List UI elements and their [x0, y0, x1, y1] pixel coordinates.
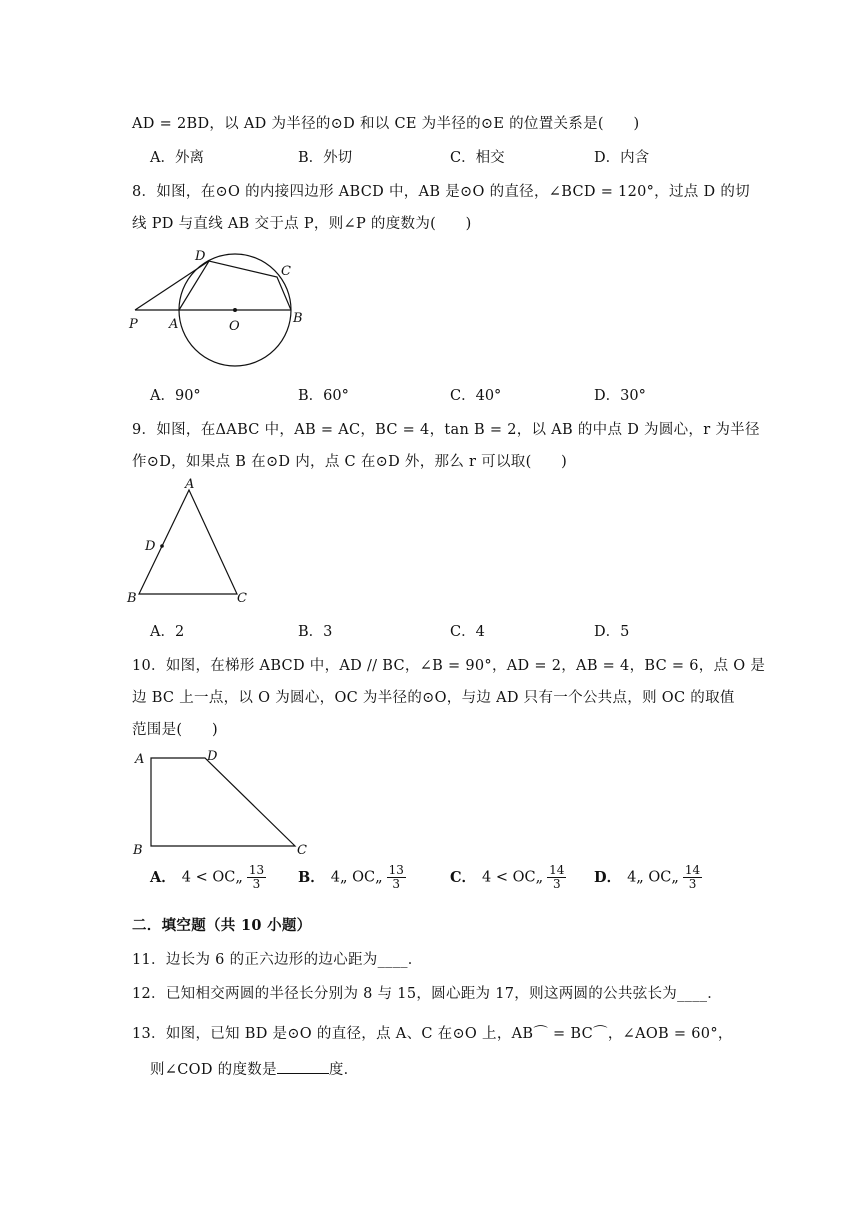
q7-text: AD = 2BD，以 AD 为半径的⊙D 和以 CE 为半径的⊙E 的位置关系是( ) [132, 116, 640, 132]
q8-circle-figure [125, 244, 315, 374]
label-a: A [169, 317, 179, 332]
q13-line1: 13．如图，已知 BD 是⊙O 的直径，点 A、C 在⊙O 上，AB⌒ = BC⌒，∠AOB = 60°， [132, 1026, 733, 1042]
q9-option-d: D．5 [594, 624, 630, 640]
q13-line2-pre: 则∠COD 的度数是 [150, 1062, 277, 1078]
label-c: C [281, 264, 291, 279]
label-a: A [135, 752, 145, 767]
q10-option-a-den: 3 [252, 877, 261, 891]
q10-option-d-fraction [683, 864, 702, 891]
q10-option-c-fraction [547, 864, 566, 891]
q7-option-d: D．内含 [594, 150, 650, 166]
label-d: D [195, 249, 206, 264]
q11-text: 11．边长为 6 的正六边形的边心距为____． [132, 952, 423, 968]
q8-line1: 8．如图，在⊙O 的内接四边形 ABCD 中，AB 是⊙O 的直径，∠BCD = 120°，过点 D 的切 [132, 184, 750, 200]
q13-line2-post: 度． [328, 1062, 359, 1078]
label-a: A [185, 478, 195, 492]
q8-line2: 线 PD 与直线 AB 交于点 P，则∠P 的度数为( ) [132, 216, 472, 232]
q10-option-b-den: 3 [392, 877, 401, 891]
q13-answer-blank[interactable] [277, 1061, 329, 1074]
label-c: C [237, 591, 247, 606]
section-heading: 二．填空题（共 10 小题） [132, 917, 312, 934]
q9-option-c: C．4 [450, 624, 485, 640]
quad-abcd [179, 261, 291, 310]
q9-triangle-figure [125, 478, 265, 608]
q9-option-b: B．3 [298, 624, 333, 640]
q10-option-c [450, 864, 566, 891]
q8-option-b: B．60° [298, 388, 349, 404]
q10-option-a-num: 13 [248, 863, 265, 877]
label-d: D [145, 539, 156, 554]
label-b: B [133, 843, 143, 858]
q10-option-c-letter: C． [450, 868, 477, 886]
q10-option-a-fraction [247, 864, 266, 891]
tangent-pd [135, 261, 209, 310]
q9-option-a: A．2 [150, 624, 185, 640]
q10-option-d-den: 3 [688, 877, 697, 891]
q10-option-d-num: 14 [684, 863, 701, 877]
q7-option-a: A．外离 [150, 150, 204, 166]
q10-trapezoid-figure [125, 746, 325, 858]
q10-option-d-expr: 4„ OC„ [627, 869, 679, 886]
q10-option-d-letter: D． [594, 868, 622, 886]
q10-option-c-num: 14 [549, 863, 565, 877]
q10-option-a-letter: A． [150, 868, 176, 886]
q10-line1: 10．如图，在梯形 ABCD 中，AD // BC，∠B = 90°，AD = 2，AB = 4，BC = 6，点 O 是 [132, 658, 766, 674]
point-d [160, 544, 164, 548]
q10-option-a-expr: 4 < OC„ [181, 869, 243, 886]
q10-option-c-expr: 4 < OC„ [482, 869, 544, 886]
q9-line2: 作⊙D，如果点 B 在⊙D 内，点 C 在⊙D 外，那么 r 可以取( ) [132, 454, 568, 470]
label-b: B [293, 311, 303, 326]
q10-option-a [150, 864, 266, 891]
q7-option-c: C．相交 [450, 150, 505, 166]
q10-option-b-letter: B． [298, 868, 325, 886]
label-c: C [297, 843, 307, 858]
q10-option-b-fraction [387, 864, 406, 891]
q13-line2 [150, 1058, 358, 1079]
q9-line1: 9．如图，在ΔABC 中，AB = AC，BC = 4，tan B = 2，以 AB 的中点 D 为圆心，r 为半径 [132, 422, 760, 438]
q10-option-c-den: 3 [552, 877, 561, 891]
label-o: O [229, 319, 240, 334]
q10-line3: 范围是( ) [132, 722, 218, 738]
q10-option-b [298, 864, 406, 891]
q8-option-a: A．90° [150, 388, 201, 404]
trapezoid-abcd [151, 758, 295, 846]
q8-option-d: D．30° [594, 388, 646, 404]
q8-option-c: C．40° [450, 388, 502, 404]
q10-option-b-num: 13 [388, 863, 404, 877]
label-p: P [129, 317, 138, 332]
q10-line2: 边 BC 上一点，以 O 为圆心，OC 为半径的⊙O，与边 AD 只有一个公共点，则 OC 的取值 [132, 690, 735, 706]
q7-option-b: B．外切 [298, 150, 353, 166]
q12-text: 12．已知相交两圆的半径长分别为 8 与 15，圆心距为 17，则这两圆的公共弦长为____． [132, 986, 723, 1002]
center-o-dot [233, 308, 237, 312]
q10-option-b-expr: 4„ OC„ [330, 869, 383, 886]
label-d: D [207, 749, 218, 764]
q10-option-d [594, 864, 702, 891]
label-b: B [127, 591, 137, 606]
